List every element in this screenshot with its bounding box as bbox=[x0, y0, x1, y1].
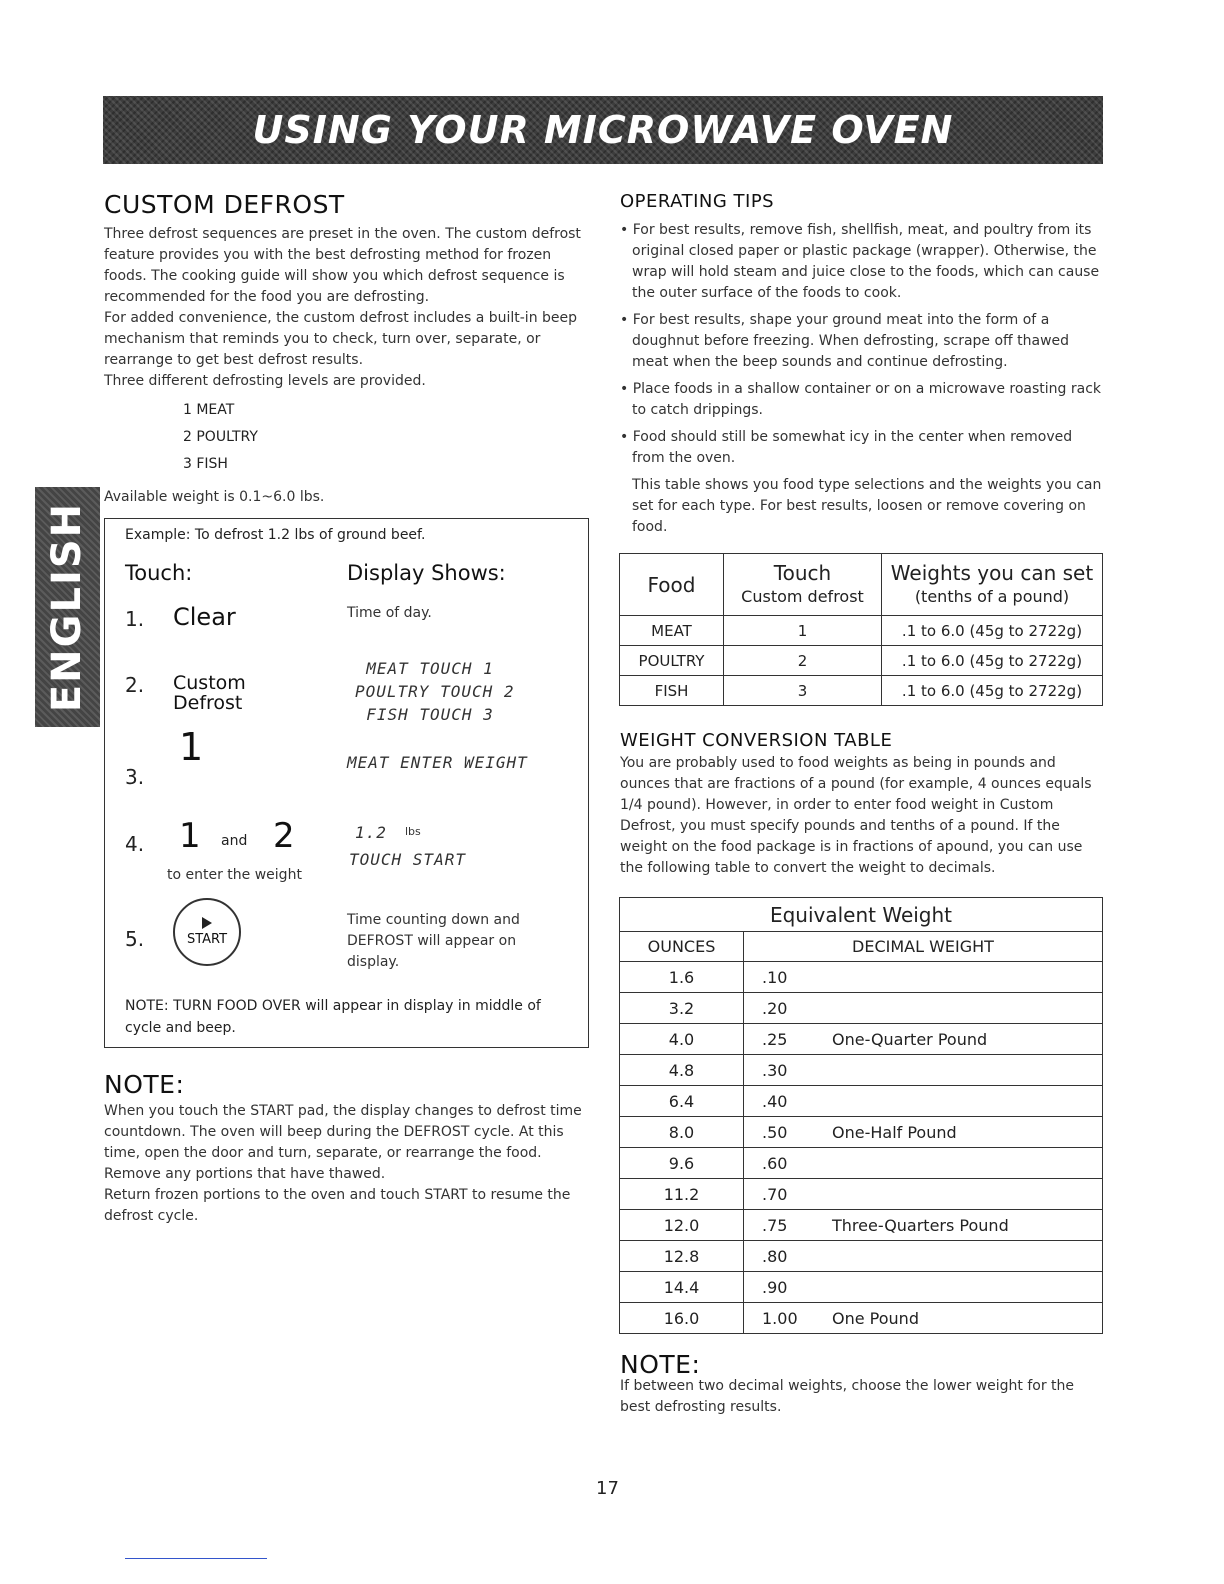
note-paragraph: Remove any portions that have thawed. bbox=[104, 1166, 386, 1182]
cell-decimal-weight bbox=[744, 962, 1103, 993]
defrost-levels-list bbox=[183, 402, 258, 483]
page-number: 17 bbox=[596, 1478, 619, 1499]
key-label: Custom bbox=[173, 672, 246, 694]
decimal-value: .70 bbox=[762, 1184, 788, 1204]
cell-food: MEAT bbox=[620, 616, 724, 646]
table-row bbox=[620, 962, 1103, 993]
cell-food: FISH bbox=[620, 676, 724, 706]
table-row bbox=[620, 616, 1103, 646]
cell-decimal-weight bbox=[744, 1055, 1103, 1086]
decimal-value: .20 bbox=[762, 998, 788, 1018]
lcd-line: TOUCH START bbox=[349, 850, 466, 869]
cell-decimal-weight bbox=[744, 1241, 1103, 1272]
cell-ounces: 9.6 bbox=[620, 1148, 744, 1179]
header-touch-sub: Custom defrost bbox=[741, 586, 864, 606]
cell-decimal-weight bbox=[744, 1272, 1103, 1303]
example-box bbox=[104, 518, 589, 1048]
decimal-value: 1.00 bbox=[762, 1308, 798, 1328]
lcd-unit: lbs bbox=[405, 825, 421, 838]
cell-decimal-weight bbox=[744, 1117, 1103, 1148]
table-row bbox=[620, 1179, 1103, 1210]
number-key-1: 1 bbox=[179, 816, 201, 856]
cell-ounces: 14.4 bbox=[620, 1272, 744, 1303]
tip-item: • For best results, shape your ground meat into the form of a doughnut before freezing. When defrosting, scrape off thawed meat when the beep sounds and continue defrosting. bbox=[620, 312, 1070, 370]
decimal-value: .40 bbox=[762, 1091, 788, 1111]
step-number: 5. bbox=[125, 927, 145, 951]
table-caption-row bbox=[620, 898, 1103, 932]
cell-weights: .1 to 6.0 (45g to 2722g) bbox=[882, 676, 1103, 706]
header-weights-label: Weights you can set bbox=[890, 560, 1094, 585]
side-tab-label: ENGLISH bbox=[44, 501, 91, 713]
custom-defrost-key bbox=[173, 673, 246, 713]
level-item: 1 MEAT bbox=[183, 402, 235, 418]
table-row bbox=[620, 1210, 1103, 1241]
operating-tips-list bbox=[620, 220, 1104, 538]
example-note bbox=[125, 995, 575, 1039]
table-caption: Equivalent Weight bbox=[620, 898, 1103, 932]
lcd-line: MEAT ENTER WEIGHT bbox=[347, 753, 528, 772]
custom-defrost-title: CUSTOM DEFROST bbox=[104, 190, 345, 219]
header-weights-sub: (tenths of a pound) bbox=[914, 586, 1070, 606]
weight-conversion-title: WEIGHT CONVERSION TABLE bbox=[620, 730, 893, 751]
cell-touch: 3 bbox=[724, 676, 882, 706]
weight-conversion-text: You are probably used to food weights as being in pounds and ounces that are fractions of a pound (for example, 4 ounces equals 1/4 pound). However, in order to enter food weight in Custom Defrost, you must specify pounds and tenths of a pound. If the weight on the food package is in fractions of apound, you can use the following table to convert the weight to decimals. bbox=[620, 755, 1092, 876]
decimal-value: .10 bbox=[762, 967, 788, 987]
lcd-line: 1.2 bbox=[355, 823, 387, 842]
cell-ounces: 12.0 bbox=[620, 1210, 744, 1241]
table-row bbox=[620, 1272, 1103, 1303]
table-row bbox=[620, 993, 1103, 1024]
step-number: 2. bbox=[125, 673, 145, 697]
header-touch bbox=[724, 554, 882, 616]
number-key-2: 2 bbox=[273, 816, 295, 856]
display-header: Display Shows: bbox=[347, 561, 506, 585]
cell-touch: 2 bbox=[724, 646, 882, 676]
operating-tips-title: OPERATING TIPS bbox=[620, 191, 775, 212]
level-item: 2 POULTRY bbox=[183, 429, 258, 445]
lcd-line: FISH TOUCH 3 bbox=[366, 705, 494, 724]
table-row bbox=[620, 676, 1103, 706]
table-row bbox=[620, 1117, 1103, 1148]
table-header-row bbox=[620, 932, 1103, 962]
intro-paragraph: Three different defrosting levels are provided. bbox=[104, 373, 426, 389]
custom-defrost-intro bbox=[104, 224, 592, 392]
cell-ounces: 8.0 bbox=[620, 1117, 744, 1148]
table-row bbox=[620, 1303, 1103, 1334]
decimal-value: .75 bbox=[762, 1215, 788, 1235]
cell-food: POULTRY bbox=[620, 646, 724, 676]
decimal-value: .50 bbox=[762, 1122, 788, 1142]
table-intro: This table shows you food type selections and the weights you can set for each type. For best results, loosen or remove covering on food. bbox=[632, 477, 1102, 535]
table-row bbox=[620, 1055, 1103, 1086]
note-title: NOTE: bbox=[620, 1350, 701, 1379]
note-text: TURN FOOD OVER will appear in display in middle of cycle and beep. bbox=[125, 998, 541, 1036]
tip-item: • Food should still be somewhat icy in the center when removed from the oven. bbox=[620, 429, 1073, 466]
tip-item: • Place foods in a shallow container or on a microwave roasting rack to catch drippings. bbox=[620, 381, 1102, 418]
header-decimal-weight: DECIMAL WEIGHT bbox=[744, 932, 1103, 962]
step-subtext: to enter the weight bbox=[167, 867, 302, 883]
note-paragraph: Return frozen portions to the oven and touch START to resume the defrost cycle. bbox=[104, 1187, 571, 1224]
tip-item: • For best results, remove fish, shellfish, meat, and poultry from its original closed paper or plastic package (wrapper). Otherwise, the wrap will hold steam and juice close to the foods, which can cause the outer surface of the foods to cook. bbox=[620, 222, 1100, 301]
decimal-value: .25 bbox=[762, 1029, 788, 1049]
language-side-tab bbox=[35, 487, 100, 727]
banner-title: USING YOUR MICROWAVE OVEN bbox=[252, 108, 954, 152]
lcd-line: MEAT TOUCH 1 bbox=[366, 659, 494, 678]
header-weights bbox=[882, 554, 1103, 616]
header-touch-label: Touch bbox=[773, 560, 832, 585]
decimal-label: One-Half Pound bbox=[832, 1122, 957, 1142]
display-text: Time counting down and DEFROST will appear on display. bbox=[347, 912, 520, 970]
table-row bbox=[620, 1086, 1103, 1117]
decimal-value: .90 bbox=[762, 1277, 788, 1297]
equivalent-weight-table bbox=[619, 897, 1103, 1334]
play-icon bbox=[202, 917, 212, 929]
cell-decimal-weight bbox=[744, 1179, 1103, 1210]
cell-decimal-weight bbox=[744, 1303, 1103, 1334]
decimal-label: One-Quarter Pound bbox=[832, 1029, 988, 1049]
note-body: If between two decimal weights, choose the lower weight for the best defrosting results. bbox=[620, 1378, 1075, 1415]
intro-paragraph: Three defrost sequences are preset in the oven. The custom defrost feature provides you with the best defrosting method for frozen foods. The cooking guide will show you which defrost sequence is recommended for the food you are defrosting. bbox=[104, 226, 581, 305]
lcd-display bbox=[355, 657, 515, 726]
header-food: Food bbox=[620, 554, 724, 616]
cell-decimal-weight bbox=[744, 1086, 1103, 1117]
cell-decimal-weight bbox=[744, 1210, 1103, 1241]
cell-decimal-weight bbox=[744, 1024, 1103, 1055]
table-row bbox=[620, 646, 1103, 676]
decimal-value: .60 bbox=[762, 1153, 788, 1173]
cell-weights: .1 to 6.0 (45g to 2722g) bbox=[882, 616, 1103, 646]
decimal-value: .30 bbox=[762, 1060, 788, 1080]
decimal-label: One Pound bbox=[832, 1308, 919, 1328]
start-button-label: START bbox=[186, 932, 228, 947]
level-item: 3 FISH bbox=[183, 456, 228, 472]
footer-line bbox=[125, 1558, 267, 1559]
decimal-value: .80 bbox=[762, 1246, 788, 1266]
number-key-1: 1 bbox=[179, 725, 204, 769]
page-banner bbox=[103, 96, 1103, 164]
cell-decimal-weight bbox=[744, 993, 1103, 1024]
cell-ounces: 16.0 bbox=[620, 1303, 744, 1334]
step-number: 1. bbox=[125, 607, 145, 631]
cell-decimal-weight bbox=[744, 1148, 1103, 1179]
decimal-label: Three-Quarters Pound bbox=[832, 1215, 1009, 1235]
cell-ounces: 6.4 bbox=[620, 1086, 744, 1117]
touch-header: Touch: bbox=[125, 561, 193, 585]
step-number: 3. bbox=[125, 765, 145, 789]
cell-ounces: 4.8 bbox=[620, 1055, 744, 1086]
food-weight-table bbox=[619, 553, 1103, 706]
note-paragraph: When you touch the START pad, the display changes to defrost time countdown. The oven will beep during the DEFROST cycle. At this time, open the door and turn, separate, or rearrange the food. bbox=[104, 1103, 582, 1161]
example-title: Example: To defrost 1.2 lbs of ground beef. bbox=[125, 527, 426, 543]
step-number: 4. bbox=[125, 832, 145, 856]
note-body bbox=[104, 1101, 594, 1227]
note-title: NOTE: bbox=[104, 1070, 185, 1099]
lcd-line: POULTRY TOUCH 2 bbox=[355, 682, 515, 701]
table-row bbox=[620, 1024, 1103, 1055]
table-row bbox=[620, 1148, 1103, 1179]
cell-ounces: 11.2 bbox=[620, 1179, 744, 1210]
cell-weights: .1 to 6.0 (45g to 2722g) bbox=[882, 646, 1103, 676]
key-label: Defrost bbox=[173, 692, 243, 714]
cell-ounces: 3.2 bbox=[620, 993, 744, 1024]
cell-ounces: 4.0 bbox=[620, 1024, 744, 1055]
cell-ounces: 1.6 bbox=[620, 962, 744, 993]
display-text: Time of day. bbox=[347, 605, 432, 621]
start-button[interactable] bbox=[173, 898, 241, 966]
cell-ounces: 12.8 bbox=[620, 1241, 744, 1272]
table-header-row bbox=[620, 554, 1103, 616]
cell-touch: 1 bbox=[724, 616, 882, 646]
and-label: and bbox=[221, 833, 248, 849]
available-weight: Available weight is 0.1~6.0 lbs. bbox=[104, 489, 325, 505]
table-row bbox=[620, 1241, 1103, 1272]
note-label: NOTE: bbox=[125, 998, 169, 1014]
clear-key: Clear bbox=[173, 603, 236, 631]
intro-paragraph: For added convenience, the custom defrost includes a built-in beep mechanism that reminds you to check, turn over, separate, or rearrange to get best defrost results. bbox=[104, 310, 578, 368]
header-ounces: OUNCES bbox=[620, 932, 744, 962]
